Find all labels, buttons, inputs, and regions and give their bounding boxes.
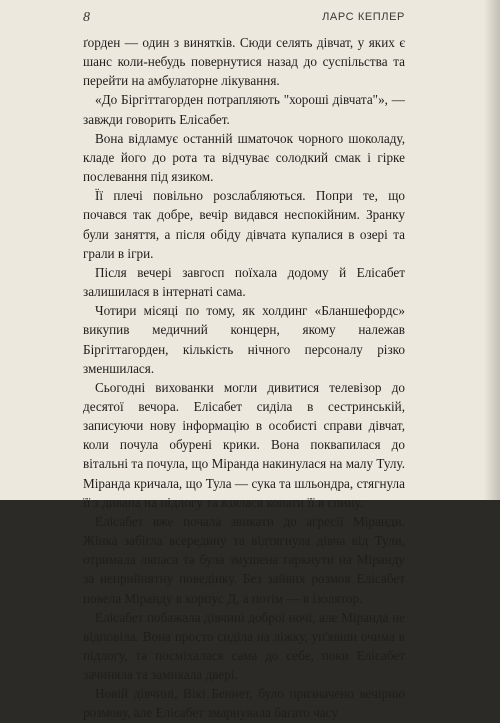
body-text xyxy=(83,33,405,723)
page-curve-shadow xyxy=(484,0,500,500)
paragraph: Елісабет вже почала звикати до агресії Міранди. Жінка забігла всередину та відтягнула дівча від Тули, отримала ляпаса та була змушена гаркнути на Міранду за неприйнятну поведінку. Без зайвих розмов Елісабет повела Міранду в корпус Д, а потім — в ізолятор. xyxy=(83,513,405,606)
paragraph: Сьогодні вихованки могли дивитися телевізор до десятої вечора. Елісабет сиділа в сестринській, записуючи нову інформацію в особисті справи дівчат, коли почула обурені крики. Вона поквапилася до вітальні та почула, що Міранда накинулася на малу Тулу. Міранда кричала, що Тула — сука та шльондра, стягнула її з дивана на підлогу та взялася копати її в спину. xyxy=(83,379,405,510)
paragraph: Після вечері завгосп поїхала додому й Елісабет залишилася в інтернаті сама. xyxy=(83,264,405,300)
paragraph: Її плечі повільно розслабляються. Попри те, що почався так добре, вечір видався неспокійним. Зранку були заняття, а після обіду дівчата купалися в озері та грали в ігри. xyxy=(83,188,405,261)
paragraph: «До Біргіттагорден потрапляють "хороші дівчата"», — завжди говорить Елісабет. xyxy=(83,92,405,127)
paragraph: Вона відламує останній шматочок чорного шоколаду, кладе його до рота та відчуває солодкий смак і гірке послевання під язиком. xyxy=(83,130,405,185)
page-header xyxy=(83,10,405,28)
running-head: ЛАРС КЕПЛЕР xyxy=(322,11,405,23)
paragraph: Новій дівчині, Вікі Беннет, було призначено вечірню розмову, але Елісабет змарнувала багато часу xyxy=(83,686,405,721)
paragraph-continued: ґорден — один з винятків. Сюди селять дівчат, у яких є шанс коли-небудь повернутися назад до суспільства та перейти на амбулаторне лікування. xyxy=(83,35,405,89)
paragraph: Елісабет побажала дівчині доброї ночі, але Міранда не відповіла. Вона просто сиділа на ліжку, уп'явши очима в підлогу, та посміхалася сама до себе, поки Елісабет зачиняла та замикала двері. xyxy=(83,609,405,683)
paragraph: Чотири місяці по тому, як холдинг «Бланшефордс» викупив медичний концерн, якому належав Біргіттагорден, кількість нічного персоналу різко зменшилася. xyxy=(83,303,405,376)
page-number: 8 xyxy=(83,10,90,25)
